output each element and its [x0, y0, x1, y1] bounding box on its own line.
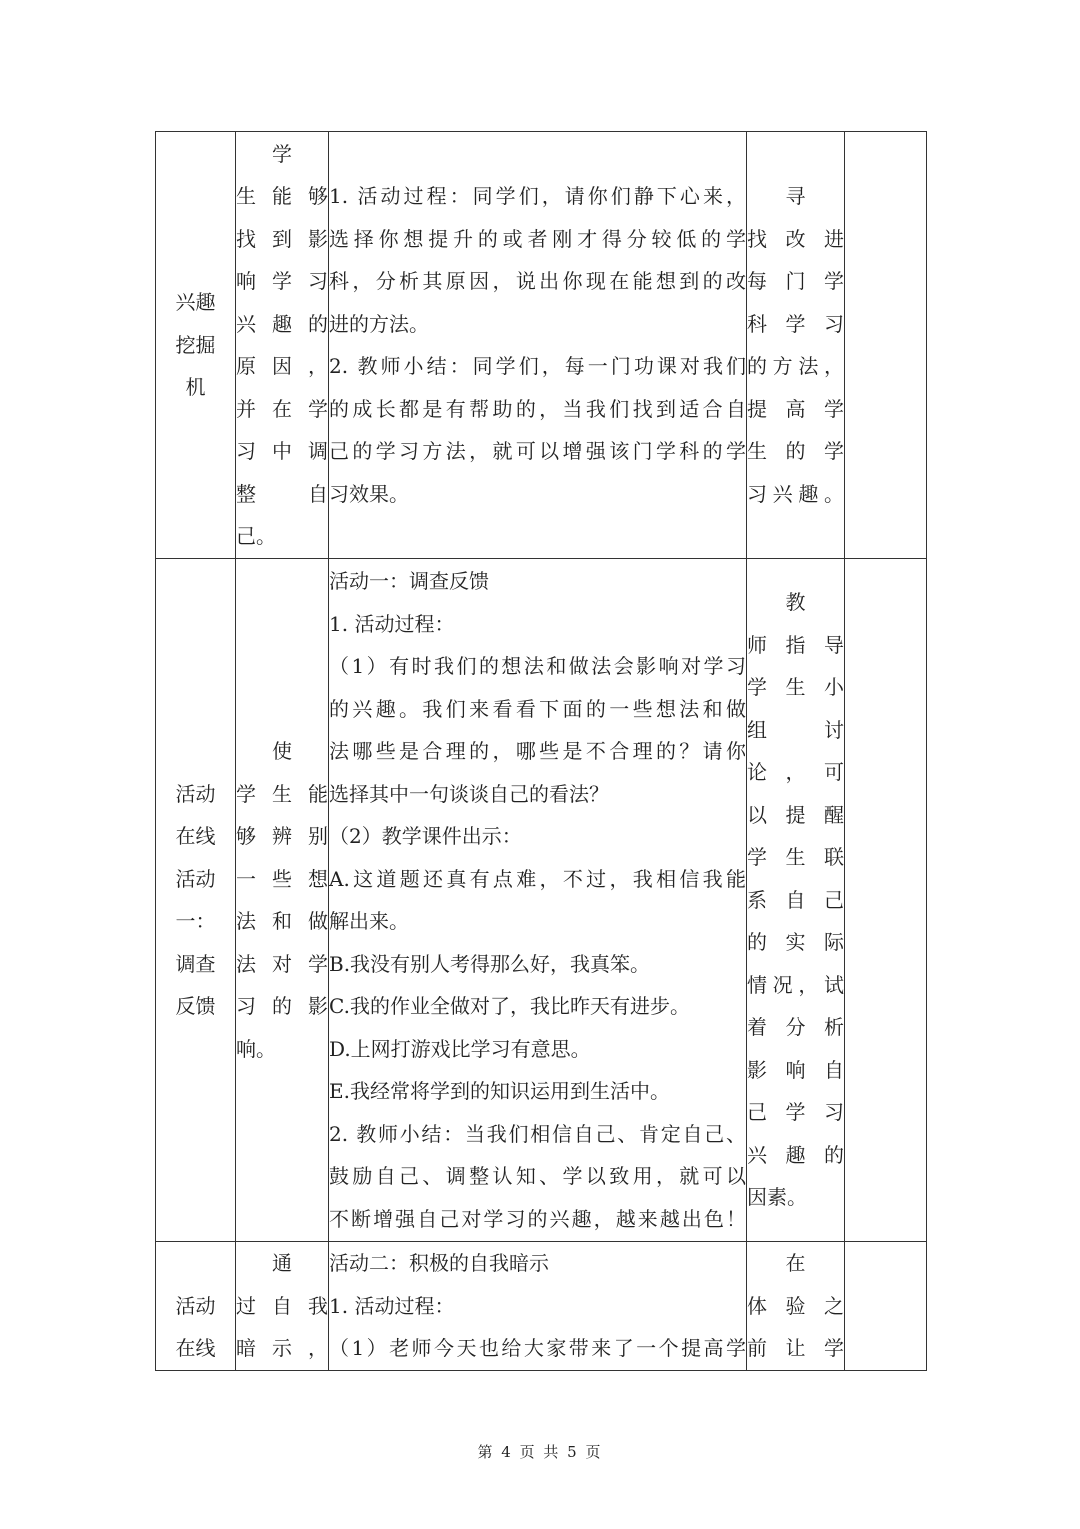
lesson-plan-table: [155, 131, 927, 1371]
cell-line: 科，分析其原因，说出你现在能想到的改: [329, 269, 746, 293]
cell-line: 体验之: [747, 1293, 844, 1318]
intent-cell: [747, 132, 845, 559]
cell-line: 习效果。: [329, 481, 409, 506]
cell-line: 法对学: [236, 951, 328, 976]
cell-line: 选择其中一句谈谈自己的看法？: [329, 781, 609, 806]
table-row: [156, 1242, 927, 1371]
cell-line: 1. 活动过程：: [329, 611, 455, 636]
cell-line: 着分析: [747, 1015, 844, 1040]
notes-cell: [845, 559, 927, 1242]
cell-line: 在线: [175, 824, 216, 848]
cell-line: 使: [272, 739, 292, 763]
cell-line: 学: [272, 141, 292, 166]
cell-line: 学生联: [747, 845, 844, 870]
cell-line: 2. 教师小结：当我们相信自己、肯定自己、: [329, 1121, 746, 1146]
cell-line: E.我经常将学到的知识运用到生活中。: [329, 1079, 670, 1103]
cell-line: 己。: [236, 524, 276, 548]
cell-line: 鼓励自己、调整认知、学以致用，就可以: [329, 1164, 746, 1188]
cell-line: （1）有时我们的想法和做法会影响对学习: [329, 654, 746, 678]
section-title-cell: [156, 1242, 236, 1371]
cell-line: 活动一：调查反馈: [329, 569, 489, 593]
section-title-cell: [156, 132, 236, 559]
cell-line: 习中调: [236, 439, 328, 463]
cell-line: 调查: [175, 951, 216, 976]
cell-line: 原因，: [236, 354, 328, 378]
cell-line: 因素。: [747, 1185, 807, 1210]
cell-line: D.上网打游戏比学习有意思。: [329, 1036, 591, 1061]
cell-line: 响。: [236, 1036, 276, 1061]
table-row: [156, 559, 927, 1242]
cell-line: 教: [785, 590, 806, 615]
cell-line: 反馈: [175, 994, 216, 1018]
cell-line: 以提醒: [747, 802, 844, 827]
objective-cell: [236, 559, 329, 1242]
cell-line: 找到影: [236, 226, 328, 251]
cell-line: 一：: [175, 909, 216, 933]
cell-line: 提高学: [747, 396, 844, 421]
objective-cell: [236, 132, 329, 559]
notes-cell: [845, 132, 927, 559]
cell-line: B.我没有别人考得那么好，我真笨。: [329, 951, 651, 976]
section-title-cell: [156, 559, 236, 1242]
cell-line: 响学习: [236, 269, 328, 293]
activity-cell: [329, 1242, 747, 1371]
intent-cell: [747, 559, 845, 1242]
cell-line: 论，可: [747, 760, 844, 785]
cell-line: 找改进: [747, 226, 844, 251]
cell-line: A.这道题还真有点难，不过，我相信我能: [329, 866, 746, 891]
cell-line: 选择你想提升的或者刚才得分较低的学: [329, 226, 746, 251]
activity-cell: [329, 132, 747, 559]
cell-line: 的兴趣。我们来看看下面的一些想法和做: [329, 696, 746, 721]
table-row: [156, 132, 927, 559]
cell-line: （1）老师今天也给大家带来了一个提高学: [329, 1336, 746, 1360]
cell-line: （2）教学课件出示：: [329, 824, 522, 848]
cell-line: 过自我: [236, 1293, 328, 1318]
cell-line: 挖掘: [175, 332, 216, 357]
cell-line: 活动: [175, 1293, 216, 1318]
cell-line: 1. 活动过程：同学们，请你们静下心来，: [329, 184, 746, 208]
cell-line: 整 自: [236, 481, 328, 506]
cell-line: 法哪些是合理的，哪些是不合理的？请你: [329, 739, 746, 763]
cell-line: 生的学: [747, 439, 844, 463]
cell-line: C.我的作业全做对了，我比昨天有进步。: [329, 994, 690, 1018]
cell-line: 科学习: [747, 311, 844, 336]
cell-line: 一些想: [236, 866, 328, 891]
objective-cell: [236, 1242, 329, 1371]
cell-line: 学生能: [236, 781, 328, 806]
cell-line: 的实际: [747, 930, 844, 955]
cell-line: 生能够: [236, 184, 328, 208]
cell-line: 并在学: [236, 396, 328, 421]
cell-line: 2. 教师小结：同学们，每一门功课对我们: [329, 354, 746, 378]
cell-line: 己学习: [747, 1100, 844, 1125]
cell-line: 进的方法。: [329, 311, 429, 336]
cell-line: 每门学: [747, 269, 844, 293]
cell-line: 己的学习方法，就可以增强该门学科的学: [329, 439, 746, 463]
cell-line: 不断增强自己对学习的兴趣，越来越出色！: [329, 1206, 746, 1231]
activity-cell: [329, 559, 747, 1242]
cell-line: 寻: [785, 184, 806, 208]
cell-line: 1. 活动过程：: [329, 1293, 455, 1318]
cell-line: 解出来。: [329, 909, 409, 933]
cell-line: 的成长都是有帮助的，当我们找到适合自: [329, 396, 746, 421]
cell-line: 学生小: [747, 675, 844, 700]
cell-line: 活动: [175, 866, 216, 891]
cell-line: 组 讨: [747, 717, 844, 742]
cell-line: 习的影: [236, 994, 328, 1018]
notes-cell: [845, 1242, 927, 1371]
cell-line: 的方法，: [747, 354, 844, 378]
cell-line: 兴趣的: [236, 311, 328, 336]
cell-line: 活动二：积极的自我暗示: [329, 1251, 549, 1275]
cell-line: 兴趣: [175, 290, 216, 315]
cell-line: 暗示，: [236, 1336, 328, 1360]
cell-line: 情况，试: [747, 972, 844, 997]
cell-line: 兴趣的: [747, 1142, 844, 1167]
page-footer: 第 4 页 共 5 页: [477, 1443, 603, 1461]
cell-line: 影响自: [747, 1057, 844, 1082]
cell-line: 通: [272, 1251, 292, 1275]
cell-line: 系自己: [747, 887, 844, 912]
cell-line: 习兴趣。: [747, 481, 844, 506]
cell-line: 前让学: [747, 1336, 844, 1360]
cell-line: 法和做: [236, 909, 328, 933]
intent-cell: [747, 1242, 845, 1371]
cell-line: 在线: [175, 1336, 216, 1360]
cell-line: 机: [185, 375, 206, 400]
cell-line: 活动: [175, 781, 216, 806]
cell-line: 在: [785, 1251, 806, 1275]
cell-line: 够辨别: [236, 824, 328, 848]
cell-line: 师指导: [747, 632, 844, 657]
